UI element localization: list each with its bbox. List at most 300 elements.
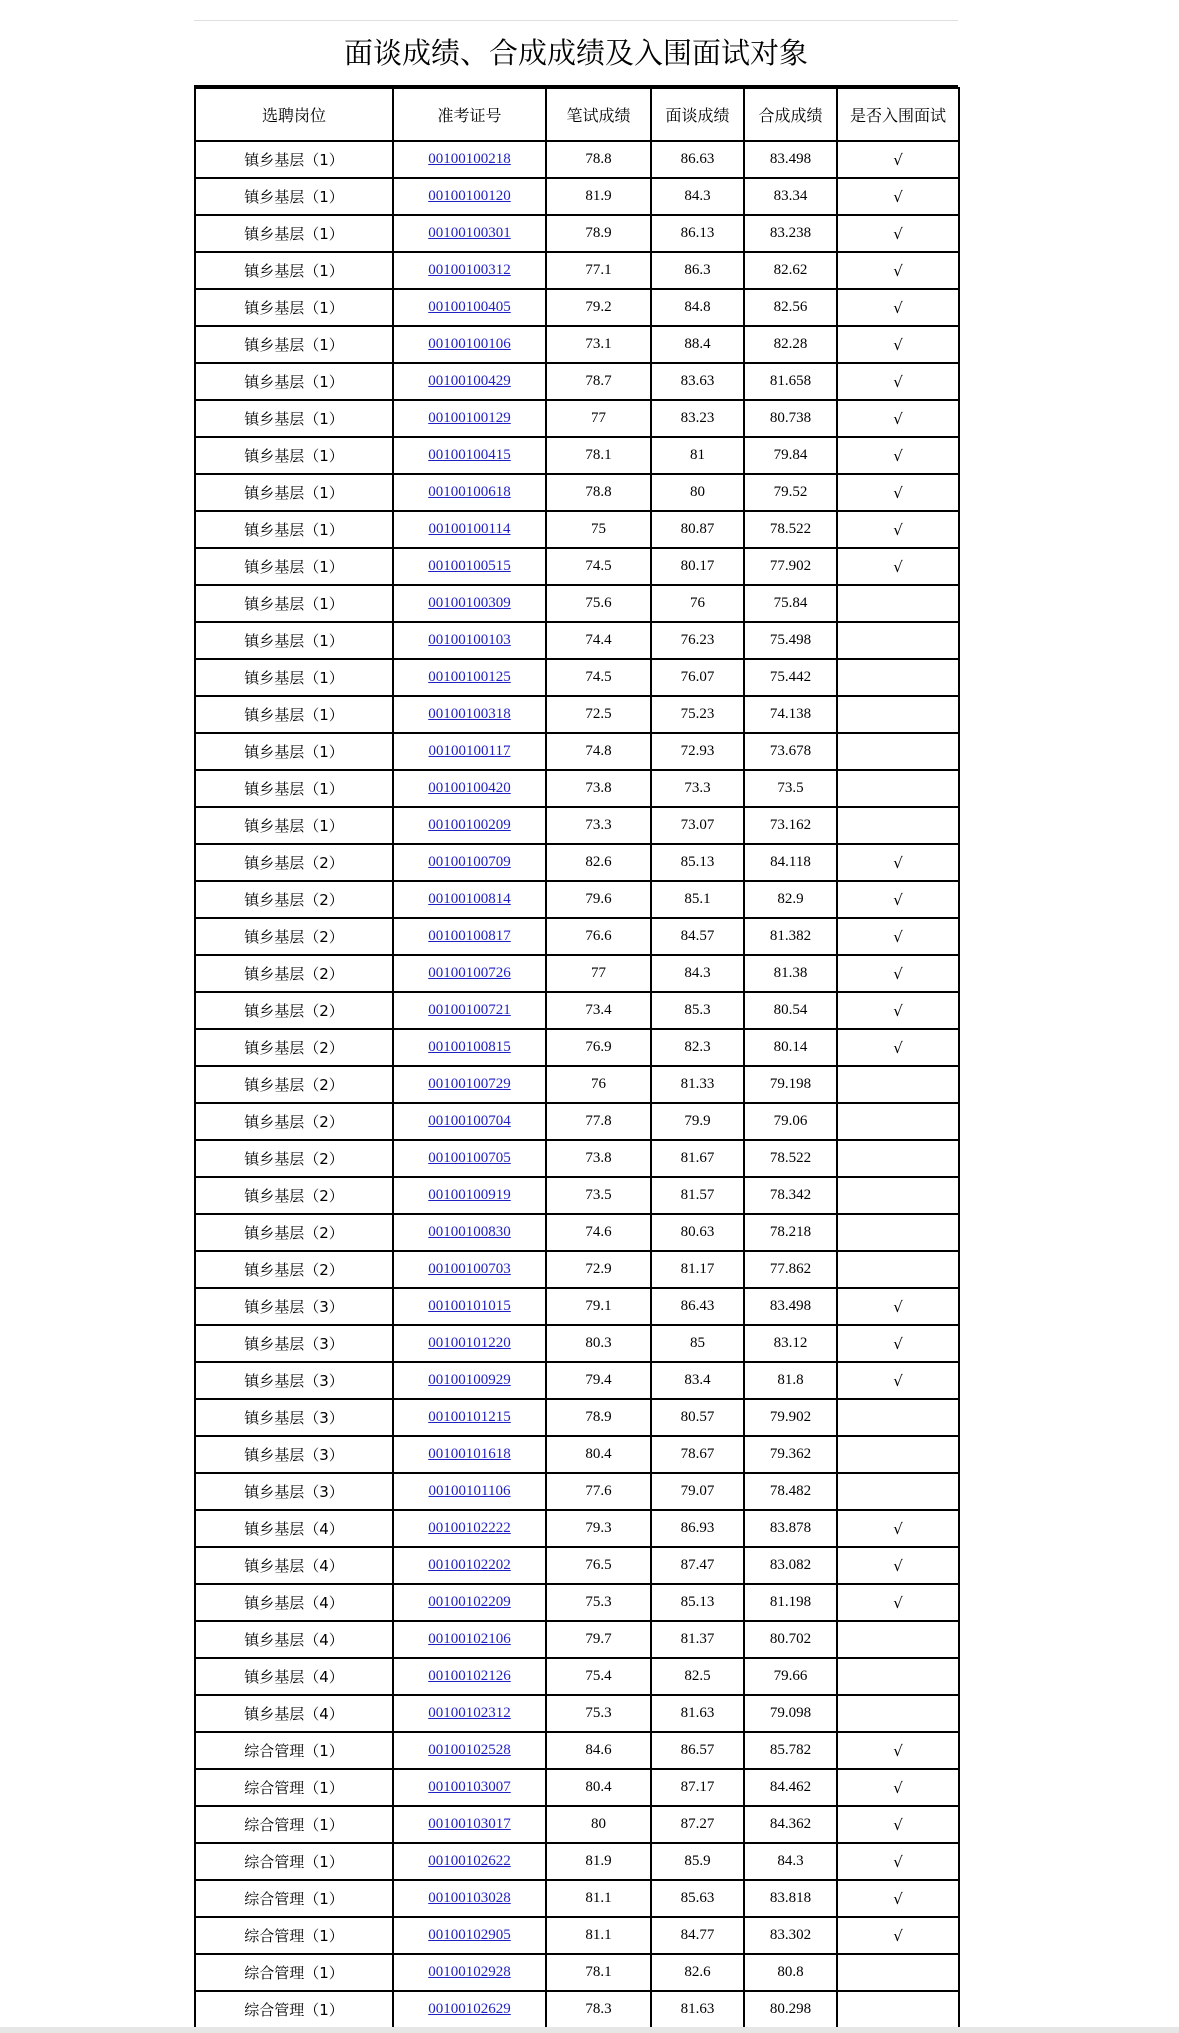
exam-id-link[interactable]: 00100100117 — [428, 743, 511, 759]
post-cell: 镇乡基层（1） — [195, 141, 393, 178]
exam-id-link[interactable]: 00100100129 — [428, 410, 511, 426]
interview-score-cell: 81.37 — [651, 1621, 744, 1658]
exam-id-link[interactable]: 00100100312 — [428, 262, 511, 278]
combined-score-cell: 73.678 — [744, 733, 837, 770]
written-score-cell: 75.3 — [546, 1695, 651, 1732]
combined-score-cell: 83.818 — [744, 1880, 837, 1917]
written-score-cell: 77.6 — [546, 1473, 651, 1510]
post-cell: 镇乡基层（4） — [195, 1621, 393, 1658]
combined-score-cell: 81.198 — [744, 1584, 837, 1621]
exam-id-cell — [393, 1510, 546, 1547]
sheet-top-strip — [194, 0, 958, 21]
interview-score-cell: 81.63 — [651, 1991, 744, 2028]
interview-score-cell: 87.47 — [651, 1547, 744, 1584]
exam-id-link[interactable]: 00100102106 — [428, 1631, 511, 1647]
exam-id-cell — [393, 807, 546, 844]
interview-score-cell: 86.93 — [651, 1510, 744, 1547]
interview-score-cell: 81.67 — [651, 1140, 744, 1177]
interview-score-cell: 88.4 — [651, 326, 744, 363]
exam-id-cell — [393, 511, 546, 548]
combined-score-cell: 81.658 — [744, 363, 837, 400]
exam-id-link[interactable]: 00100100815 — [428, 1039, 511, 1055]
table-row — [195, 178, 959, 215]
post-cell: 镇乡基层（3） — [195, 1325, 393, 1362]
table-row — [195, 807, 959, 844]
exam-id-link[interactable]: 00100101618 — [428, 1446, 511, 1462]
written-score-cell: 73.3 — [546, 807, 651, 844]
table-row — [195, 548, 959, 585]
exam-id-cell — [393, 992, 546, 1029]
table-row — [195, 1954, 959, 1991]
shortlisted-mark-cell — [837, 1954, 959, 1991]
written-score-cell: 79.3 — [546, 1510, 651, 1547]
exam-id-cell — [393, 400, 546, 437]
post-cell: 镇乡基层（1） — [195, 437, 393, 474]
combined-score-cell: 84.462 — [744, 1769, 837, 1806]
exam-id-cell — [393, 437, 546, 474]
written-score-cell: 73.4 — [546, 992, 651, 1029]
post-cell: 镇乡基层（2） — [195, 992, 393, 1029]
shortlisted-mark-cell: √ — [837, 881, 959, 918]
written-score-cell: 72.5 — [546, 696, 651, 733]
combined-score-cell: 79.06 — [744, 1103, 837, 1140]
exam-id-link[interactable]: 00100100114 — [428, 521, 511, 537]
interview-score-cell: 81 — [651, 437, 744, 474]
exam-id-link[interactable]: 00100100929 — [428, 1372, 511, 1388]
interview-score-cell: 80.17 — [651, 548, 744, 585]
exam-id-link[interactable]: 00100102126 — [428, 1668, 511, 1684]
combined-score-cell: 83.12 — [744, 1325, 837, 1362]
combined-score-cell: 80.738 — [744, 400, 837, 437]
shortlisted-mark-cell: √ — [837, 918, 959, 955]
interview-score-cell: 73.07 — [651, 807, 744, 844]
combined-score-cell: 84.3 — [744, 1843, 837, 1880]
post-cell: 镇乡基层（2） — [195, 844, 393, 881]
exam-id-link[interactable]: 00100100814 — [428, 891, 511, 907]
post-cell: 综合管理（1） — [195, 1769, 393, 1806]
exam-id-cell — [393, 1954, 546, 1991]
combined-score-cell: 81.8 — [744, 1362, 837, 1399]
shortlisted-mark-cell: √ — [837, 141, 959, 178]
combined-score-cell: 83.498 — [744, 141, 837, 178]
exam-id-link[interactable]: 00100103017 — [428, 1816, 511, 1832]
results-table — [194, 87, 960, 2029]
post-cell: 镇乡基层（4） — [195, 1547, 393, 1584]
table-row — [195, 1769, 959, 1806]
written-score-cell: 74.5 — [546, 659, 651, 696]
post-cell: 镇乡基层（4） — [195, 1584, 393, 1621]
interview-score-cell: 80.57 — [651, 1399, 744, 1436]
exam-id-link[interactable]: 00100100703 — [428, 1261, 511, 1277]
exam-id-link[interactable]: 00100102202 — [428, 1557, 511, 1573]
written-score-cell: 77 — [546, 400, 651, 437]
table-row — [195, 1584, 959, 1621]
exam-id-link[interactable]: 00100101106 — [428, 1483, 511, 1499]
combined-score-cell: 78.342 — [744, 1177, 837, 1214]
written-score-cell: 75.3 — [546, 1584, 651, 1621]
written-score-cell: 79.6 — [546, 881, 651, 918]
combined-score-cell: 79.098 — [744, 1695, 837, 1732]
exam-id-cell — [393, 1991, 546, 2028]
table-row — [195, 1843, 959, 1880]
shortlisted-mark-cell — [837, 1177, 959, 1214]
interview-score-cell: 76 — [651, 585, 744, 622]
combined-score-cell: 73.162 — [744, 807, 837, 844]
post-cell: 镇乡基层（4） — [195, 1658, 393, 1695]
exam-id-link[interactable]: 00100100817 — [428, 928, 511, 944]
written-score-cell: 73.5 — [546, 1177, 651, 1214]
combined-score-cell: 78.522 — [744, 511, 837, 548]
table-row — [195, 918, 959, 955]
shortlisted-mark-cell: √ — [837, 1769, 959, 1806]
post-cell: 镇乡基层（1） — [195, 622, 393, 659]
shortlisted-mark-cell: √ — [837, 1584, 959, 1621]
table-row — [195, 1177, 959, 1214]
exam-id-cell — [393, 1584, 546, 1621]
table-row — [195, 696, 959, 733]
exam-id-cell — [393, 1917, 546, 1954]
post-cell: 镇乡基层（1） — [195, 289, 393, 326]
interview-score-cell: 83.23 — [651, 400, 744, 437]
exam-id-cell — [393, 1658, 546, 1695]
written-score-cell: 81.9 — [546, 178, 651, 215]
written-score-cell: 74.8 — [546, 733, 651, 770]
interview-score-cell: 85.13 — [651, 1584, 744, 1621]
exam-id-cell — [393, 1325, 546, 1362]
post-cell: 镇乡基层（1） — [195, 400, 393, 437]
table-row — [195, 1103, 959, 1140]
combined-score-cell: 80.298 — [744, 1991, 837, 2028]
exam-id-cell — [393, 1473, 546, 1510]
table-row — [195, 955, 959, 992]
shortlisted-mark-cell — [837, 1251, 959, 1288]
written-score-cell: 76 — [546, 1066, 651, 1103]
post-cell: 镇乡基层（1） — [195, 511, 393, 548]
exam-id-cell — [393, 1843, 546, 1880]
bottom-scroll-strip — [0, 2027, 1179, 2033]
combined-score-cell: 79.84 — [744, 437, 837, 474]
exam-id-link[interactable]: 00100100705 — [428, 1150, 511, 1166]
combined-score-cell: 75.442 — [744, 659, 837, 696]
exam-id-link[interactable]: 00100101220 — [428, 1335, 511, 1351]
exam-id-cell — [393, 1362, 546, 1399]
table-row — [195, 1510, 959, 1547]
post-cell: 镇乡基层（2） — [195, 1103, 393, 1140]
post-cell: 综合管理（1） — [195, 1991, 393, 2028]
exam-id-link[interactable]: 00100100704 — [428, 1113, 511, 1129]
interview-score-cell: 85.13 — [651, 844, 744, 881]
exam-id-link[interactable]: 00100102928 — [428, 1964, 511, 1980]
table-row — [195, 363, 959, 400]
exam-id-link[interactable]: 00100100726 — [428, 965, 511, 981]
exam-id-cell — [393, 918, 546, 955]
exam-id-link[interactable]: 00100100106 — [428, 336, 511, 352]
combined-score-cell: 79.52 — [744, 474, 837, 511]
shortlisted-mark-cell: √ — [837, 215, 959, 252]
shortlisted-mark-cell — [837, 1436, 959, 1473]
shortlisted-mark-cell — [837, 585, 959, 622]
post-cell: 镇乡基层（2） — [195, 1029, 393, 1066]
exam-id-link[interactable]: 00100102312 — [428, 1705, 511, 1721]
shortlisted-mark-cell: √ — [837, 1288, 959, 1325]
shortlisted-mark-cell: √ — [837, 437, 959, 474]
written-score-cell: 74.5 — [546, 548, 651, 585]
exam-id-cell — [393, 1769, 546, 1806]
exam-id-cell — [393, 696, 546, 733]
exam-id-link[interactable]: 00100101015 — [428, 1298, 511, 1314]
interview-score-cell: 82.3 — [651, 1029, 744, 1066]
table-row — [195, 1806, 959, 1843]
post-cell: 镇乡基层（2） — [195, 955, 393, 992]
exam-id-cell — [393, 1399, 546, 1436]
table-row — [195, 1325, 959, 1362]
written-score-cell: 75.6 — [546, 585, 651, 622]
post-cell: 镇乡基层（1） — [195, 733, 393, 770]
table-row — [195, 1473, 959, 1510]
written-score-cell: 79.1 — [546, 1288, 651, 1325]
written-score-cell: 74.6 — [546, 1214, 651, 1251]
header-written-score: 笔试成绩 — [546, 88, 651, 141]
post-cell: 镇乡基层（3） — [195, 1288, 393, 1325]
shortlisted-mark-cell: √ — [837, 474, 959, 511]
interview-score-cell: 83.4 — [651, 1362, 744, 1399]
combined-score-cell: 78.522 — [744, 1140, 837, 1177]
table-row — [195, 659, 959, 696]
exam-id-link[interactable]: 00100100103 — [428, 632, 511, 648]
post-cell: 镇乡基层（1） — [195, 252, 393, 289]
combined-score-cell: 78.218 — [744, 1214, 837, 1251]
exam-id-link[interactable]: 00100100830 — [428, 1224, 511, 1240]
shortlisted-mark-cell: √ — [837, 1880, 959, 1917]
exam-id-cell — [393, 1880, 546, 1917]
written-score-cell: 81.1 — [546, 1917, 651, 1954]
post-cell: 镇乡基层（1） — [195, 474, 393, 511]
written-score-cell: 78.7 — [546, 363, 651, 400]
combined-score-cell: 83.238 — [744, 215, 837, 252]
table-row — [195, 622, 959, 659]
shortlisted-mark-cell — [837, 1399, 959, 1436]
exam-id-cell — [393, 1621, 546, 1658]
combined-score-cell: 80.702 — [744, 1621, 837, 1658]
table-row — [195, 1547, 959, 1584]
shortlisted-mark-cell — [837, 696, 959, 733]
post-cell: 镇乡基层（3） — [195, 1436, 393, 1473]
exam-id-link[interactable]: 00100100415 — [428, 447, 511, 463]
shortlisted-mark-cell — [837, 1214, 959, 1251]
post-cell: 综合管理（1） — [195, 1917, 393, 1954]
post-cell: 镇乡基层（1） — [195, 585, 393, 622]
written-score-cell: 74.4 — [546, 622, 651, 659]
table-row — [195, 1991, 959, 2028]
table-row — [195, 289, 959, 326]
combined-score-cell: 83.878 — [744, 1510, 837, 1547]
combined-score-cell: 83.498 — [744, 1288, 837, 1325]
exam-id-link[interactable]: 00100100721 — [428, 1002, 511, 1018]
written-score-cell: 77 — [546, 955, 651, 992]
exam-id-link[interactable]: 00100102528 — [428, 1742, 511, 1758]
post-cell: 镇乡基层（1） — [195, 178, 393, 215]
exam-id-link[interactable]: 00100100120 — [428, 188, 511, 204]
interview-score-cell: 75.23 — [651, 696, 744, 733]
post-cell: 镇乡基层（4） — [195, 1510, 393, 1547]
exam-id-cell — [393, 1547, 546, 1584]
table-row — [195, 1140, 959, 1177]
header-post: 选聘岗位 — [195, 88, 393, 141]
exam-id-link[interactable]: 00100100125 — [428, 669, 511, 685]
written-score-cell: 79.7 — [546, 1621, 651, 1658]
interview-score-cell: 87.27 — [651, 1806, 744, 1843]
table-row — [195, 1695, 959, 1732]
exam-id-link[interactable]: 00100100405 — [428, 299, 511, 315]
exam-id-link[interactable]: 00100102209 — [428, 1594, 511, 1610]
interview-score-cell: 86.63 — [651, 141, 744, 178]
shortlisted-mark-cell — [837, 1140, 959, 1177]
written-score-cell: 80.3 — [546, 1325, 651, 1362]
exam-id-link[interactable]: 00100100515 — [428, 558, 511, 574]
shortlisted-mark-cell: √ — [837, 289, 959, 326]
written-score-cell: 72.9 — [546, 1251, 651, 1288]
exam-id-link[interactable]: 00100100218 — [428, 151, 511, 167]
table-row — [195, 400, 959, 437]
interview-score-cell: 85.1 — [651, 881, 744, 918]
header-shortlisted: 是否入围面试 — [837, 88, 959, 141]
written-score-cell: 77.1 — [546, 252, 651, 289]
shortlisted-mark-cell: √ — [837, 511, 959, 548]
interview-score-cell: 86.57 — [651, 1732, 744, 1769]
shortlisted-mark-cell — [837, 1658, 959, 1695]
written-score-cell: 78.3 — [546, 1991, 651, 2028]
table-header-row — [195, 88, 959, 141]
exam-id-cell — [393, 289, 546, 326]
written-score-cell: 80 — [546, 1806, 651, 1843]
exam-id-link[interactable]: 00100100318 — [428, 706, 511, 722]
interview-score-cell: 72.93 — [651, 733, 744, 770]
exam-id-link[interactable]: 00100100301 — [428, 225, 511, 241]
exam-id-cell — [393, 474, 546, 511]
post-cell: 综合管理（1） — [195, 1732, 393, 1769]
exam-id-link[interactable]: 00100102622 — [428, 1853, 511, 1869]
table-row — [195, 1029, 959, 1066]
written-score-cell: 78.8 — [546, 141, 651, 178]
table-row — [195, 215, 959, 252]
shortlisted-mark-cell — [837, 1695, 959, 1732]
written-score-cell: 78.1 — [546, 1954, 651, 1991]
interview-score-cell: 79.9 — [651, 1103, 744, 1140]
table-row — [195, 1066, 959, 1103]
shortlisted-mark-cell — [837, 807, 959, 844]
written-score-cell: 78.9 — [546, 215, 651, 252]
combined-score-cell: 73.5 — [744, 770, 837, 807]
shortlisted-mark-cell: √ — [837, 400, 959, 437]
shortlisted-mark-cell: √ — [837, 1029, 959, 1066]
exam-id-link[interactable]: 00100100420 — [428, 780, 511, 796]
exam-id-cell — [393, 1140, 546, 1177]
exam-id-link[interactable]: 00100102905 — [428, 1927, 511, 1943]
interview-score-cell: 86.13 — [651, 215, 744, 252]
shortlisted-mark-cell — [837, 622, 959, 659]
interview-score-cell: 79.07 — [651, 1473, 744, 1510]
written-score-cell: 73.1 — [546, 326, 651, 363]
interview-score-cell: 81.57 — [651, 1177, 744, 1214]
exam-id-cell — [393, 1177, 546, 1214]
exam-id-link[interactable]: 00100102222 — [428, 1520, 511, 1536]
combined-score-cell: 82.28 — [744, 326, 837, 363]
post-cell: 综合管理（1） — [195, 1843, 393, 1880]
table-row — [195, 1732, 959, 1769]
shortlisted-mark-cell — [837, 1103, 959, 1140]
combined-score-cell: 77.902 — [744, 548, 837, 585]
combined-score-cell: 81.38 — [744, 955, 837, 992]
exam-id-link[interactable]: 00100102629 — [428, 2001, 511, 2017]
exam-id-cell — [393, 215, 546, 252]
table-row — [195, 844, 959, 881]
table-row — [195, 252, 959, 289]
post-cell: 镇乡基层（1） — [195, 326, 393, 363]
shortlisted-mark-cell: √ — [837, 1547, 959, 1584]
post-cell: 镇乡基层（2） — [195, 1214, 393, 1251]
interview-score-cell: 82.6 — [651, 1954, 744, 1991]
combined-score-cell: 80.14 — [744, 1029, 837, 1066]
combined-score-cell: 77.862 — [744, 1251, 837, 1288]
shortlisted-mark-cell — [837, 733, 959, 770]
table-row — [195, 511, 959, 548]
exam-id-link[interactable]: 00100100209 — [428, 817, 511, 833]
header-exam-id: 准考证号 — [393, 88, 546, 141]
shortlisted-mark-cell: √ — [837, 955, 959, 992]
exam-id-link[interactable]: 00100103028 — [428, 1890, 511, 1906]
table-row — [195, 1436, 959, 1473]
table-row — [195, 881, 959, 918]
combined-score-cell: 82.56 — [744, 289, 837, 326]
table-row — [195, 1399, 959, 1436]
shortlisted-mark-cell: √ — [837, 1732, 959, 1769]
exam-id-cell — [393, 1732, 546, 1769]
exam-id-link[interactable]: 00100100618 — [428, 484, 511, 500]
shortlisted-mark-cell — [837, 1066, 959, 1103]
post-cell: 镇乡基层（2） — [195, 918, 393, 955]
shortlisted-mark-cell: √ — [837, 1362, 959, 1399]
combined-score-cell: 82.62 — [744, 252, 837, 289]
exam-id-cell — [393, 178, 546, 215]
written-score-cell: 78.8 — [546, 474, 651, 511]
exam-id-cell — [393, 548, 546, 585]
post-cell: 镇乡基层（3） — [195, 1399, 393, 1436]
exam-id-cell — [393, 881, 546, 918]
exam-id-link[interactable]: 00100100309 — [428, 595, 511, 611]
exam-id-link[interactable]: 00100101215 — [428, 1409, 511, 1425]
exam-id-link[interactable]: 00100100729 — [428, 1076, 511, 1092]
exam-id-link[interactable]: 00100100919 — [428, 1187, 511, 1203]
post-cell: 镇乡基层（1） — [195, 696, 393, 733]
exam-id-cell — [393, 326, 546, 363]
written-score-cell: 79.4 — [546, 1362, 651, 1399]
interview-score-cell: 84.57 — [651, 918, 744, 955]
exam-id-link[interactable]: 00100100429 — [428, 373, 511, 389]
exam-id-cell — [393, 141, 546, 178]
exam-id-link[interactable]: 00100100709 — [428, 854, 511, 870]
table-row — [195, 1362, 959, 1399]
combined-score-cell: 83.302 — [744, 1917, 837, 1954]
shortlisted-mark-cell — [837, 659, 959, 696]
exam-id-cell — [393, 622, 546, 659]
interview-score-cell: 80 — [651, 474, 744, 511]
interview-score-cell: 83.63 — [651, 363, 744, 400]
shortlisted-mark-cell: √ — [837, 178, 959, 215]
post-cell: 镇乡基层（2） — [195, 1177, 393, 1214]
post-cell: 镇乡基层（2） — [195, 1066, 393, 1103]
exam-id-link[interactable]: 00100103007 — [428, 1779, 511, 1795]
interview-score-cell: 85.63 — [651, 1880, 744, 1917]
